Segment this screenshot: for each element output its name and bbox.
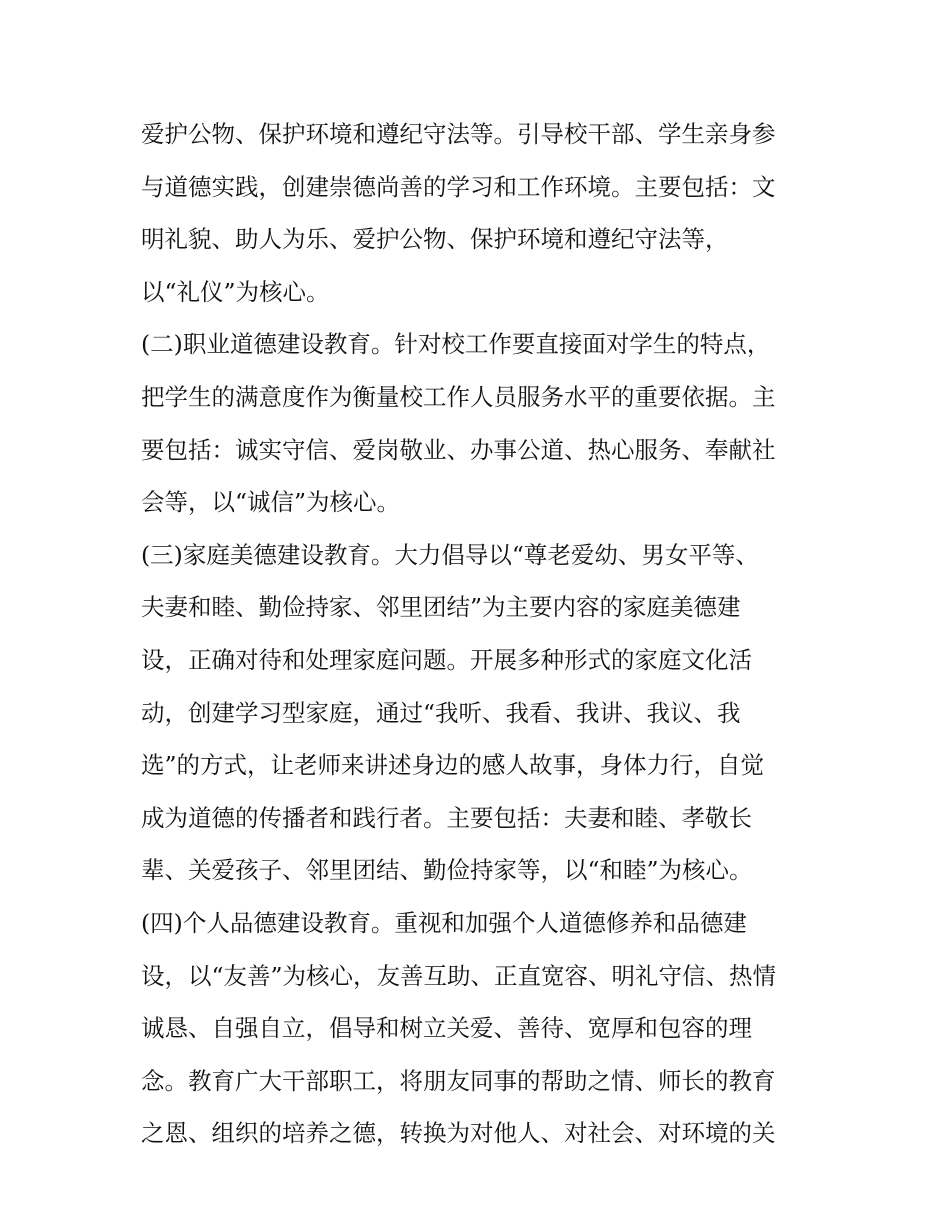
text-line: 明礼貌、助人为乐、爱护公物、保护环境和遵纪守法等， <box>141 225 729 254</box>
text-line: 辈、关爱孩子、邻里团结、勤俭持家等，以“和睦”为核心。 <box>141 856 753 885</box>
text-line: 之恩、组织的培养之德，转换为对他人、对社会、对环境的关 <box>141 1119 776 1148</box>
text-line: 夫妻和睦、勤俭持家、邻里团结”为主要内容的家庭美德建 <box>141 593 741 622</box>
text-line: 以“礼仪”为核心。 <box>141 277 330 306</box>
section-heading-line: (三)家庭美德建设教育。大力倡导以“尊老爱幼、男女平等、 <box>141 540 759 569</box>
text-line: 念。教育广大干部职工，将朋友同事的帮助之情、师长的教育 <box>141 1066 776 1095</box>
text-line: 把学生的满意度作为衡量校工作人员服务水平的重要依据。主 <box>141 382 776 411</box>
text-line: 成为道德的传播者和践行者。主要包括：夫妻和睦、孝敬长 <box>141 803 752 832</box>
text-line: 选”的方式，让老师来讲述身边的感人故事，身体力行，自觉 <box>141 751 765 780</box>
text-line: 要包括：诚实守信、爱岗敬业、办事公道、热心服务、奉献社 <box>141 435 776 464</box>
text-line: 诚恳、自强自立，倡导和树立关爱、善待、宽厚和包容的理 <box>141 1014 752 1043</box>
text-line: 设，以“友善”为核心，友善互助、正直宽容、明礼守信、热情 <box>141 961 777 990</box>
text-line: 设，正确对待和处理家庭问题。开展多种形式的家庭文化活 <box>141 645 752 674</box>
section-heading-line: (二)职业道德建设教育。针对校工作要直接面对学生的特点， <box>141 330 771 359</box>
text-line: 爱护公物、保护环境和遵纪守法等。引导校干部、学生亲身参 <box>141 120 776 148</box>
text-line: 动，创建学习型家庭，通过“我听、我看、我讲、我议、我 <box>141 698 741 727</box>
body-text <box>141 108 821 1160</box>
text-line: 会等，以“诚信”为核心。 <box>141 488 401 517</box>
text-line: 与道德实践，创建崇德尚善的学习和工作环境。主要包括：文 <box>141 172 776 201</box>
section-heading-line: (四)个人品德建设教育。重视和加强个人道德修养和品德建 <box>141 908 747 937</box>
